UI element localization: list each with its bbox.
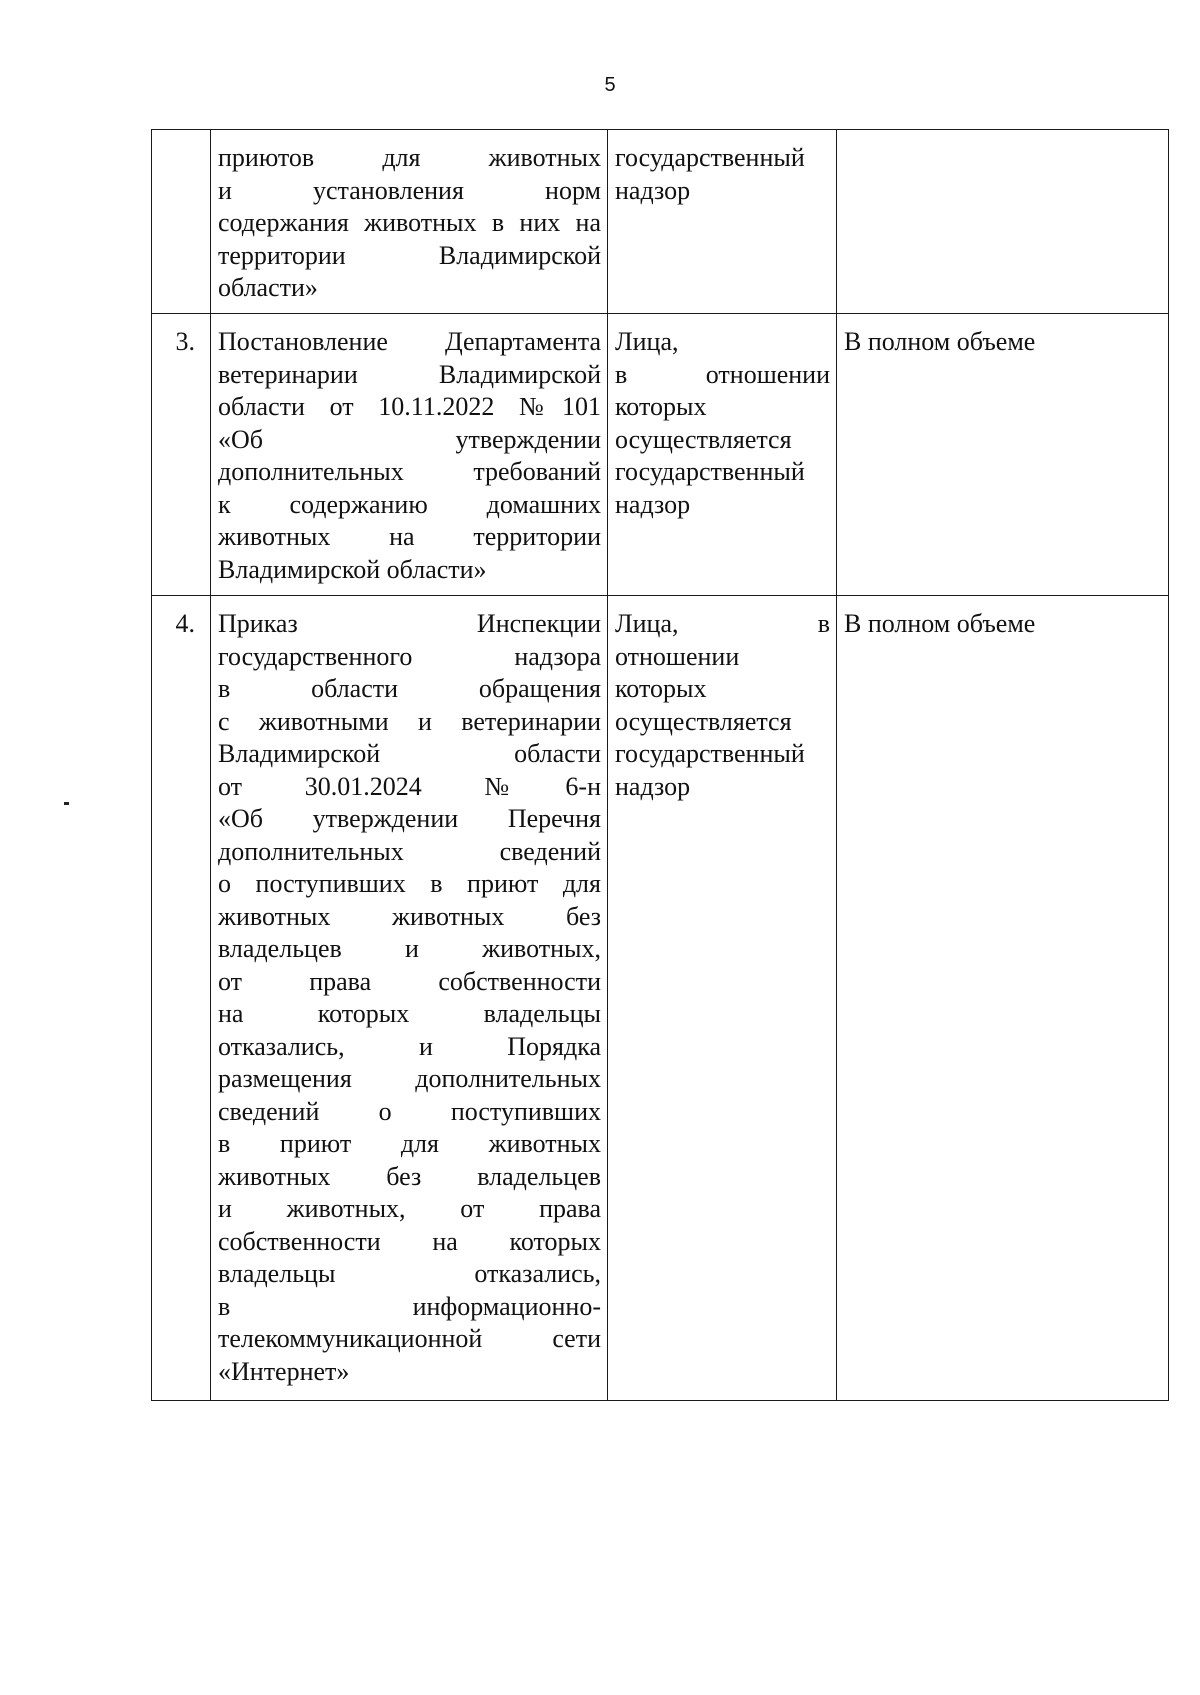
legal-act-line: в приют для животных	[218, 1129, 601, 1158]
subject-cell	[608, 130, 837, 314]
row-number-cell: 4.	[152, 596, 211, 1401]
subject-cell	[608, 596, 837, 1401]
legal-act-line: в информационно-	[218, 1291, 601, 1321]
legal-act-line: животных животных без	[218, 901, 601, 931]
subject-line: надзор	[615, 489, 691, 519]
legal-act-line: и установления норм	[218, 175, 601, 205]
legal-act-line: телекоммуникационной сети	[218, 1324, 601, 1353]
subject-line: надзор	[615, 771, 691, 801]
legal-act-line: размещения дополнительных	[218, 1064, 601, 1093]
subject-line: надзор	[615, 175, 691, 205]
legal-act-line: дополнительных сведений	[218, 836, 601, 866]
legal-act-line: ветеринарии Владимирской	[218, 359, 601, 389]
legal-act-line: области от 10.11.2022 №101	[218, 392, 601, 421]
scope-cell: В полном объеме	[837, 596, 1169, 1401]
legal-act-line: Приказ Инспекции	[218, 609, 601, 638]
legal-act-line: к содержанию домашних	[218, 489, 601, 519]
table-row	[152, 596, 1169, 1401]
scope-cell	[837, 130, 1169, 314]
subject-line: государственный	[615, 457, 805, 486]
legal-act-line: «Об утверждении Перечня	[218, 804, 601, 833]
legal-act-cell	[211, 596, 608, 1401]
legal-act-cell	[211, 314, 608, 596]
subject-line: в отношении	[615, 359, 830, 389]
scan-artifact-mark	[64, 802, 69, 805]
table-row	[152, 314, 1169, 596]
regulations-table	[151, 129, 1169, 1401]
legal-act-line: и животных, от права	[218, 1194, 601, 1223]
subject-line: Лица,	[615, 327, 679, 356]
scope-cell: В полном объеме	[837, 314, 1169, 596]
legal-act-line: «Интернет»	[218, 1356, 350, 1386]
legal-act-line: приютов для животных	[218, 143, 601, 172]
subject-line: государственный	[615, 739, 805, 768]
legal-act-line: государственного надзора	[218, 641, 601, 671]
subject-line: которых	[615, 392, 707, 421]
legal-act-line: собственности на которых	[218, 1226, 601, 1256]
legal-act-line: животных на территории	[218, 522, 601, 551]
legal-act-line: о поступивших в приют для	[218, 869, 601, 898]
legal-act-line: Владимирской области»	[218, 554, 487, 584]
legal-act-line: с животными и ветеринарии	[218, 706, 601, 736]
legal-act-line: на которых владельцы	[218, 999, 601, 1028]
legal-act-line: дополнительных требований	[218, 457, 601, 486]
row-number-cell	[152, 130, 211, 314]
table-row	[152, 130, 1169, 314]
legal-act-line: Постановление Департамента	[218, 327, 601, 356]
legal-act-line: от права собственности	[218, 966, 601, 996]
page-number: 5	[604, 74, 616, 96]
legal-act-line: содержания животных в них на	[218, 208, 601, 237]
legal-act-line: от 30.01.2024 №6-н	[218, 771, 601, 801]
subject-line: которых	[615, 674, 707, 703]
subject-line: Лица, в	[615, 609, 830, 638]
subject-line: отношении	[615, 641, 740, 671]
subject-cell	[608, 314, 837, 596]
subject-line: осуществляется	[615, 424, 792, 454]
subject-line: государственный	[615, 143, 805, 172]
legal-act-line: Владимирской области	[218, 739, 601, 768]
legal-act-line: владельцы отказались,	[218, 1259, 601, 1288]
subject-line: осуществляется	[615, 706, 792, 736]
legal-act-line: «Об утверждении	[218, 424, 601, 454]
legal-act-line: владельцев и животных,	[218, 934, 601, 963]
legal-act-line: животных без владельцев	[218, 1161, 601, 1191]
legal-act-line: территории Владимирской	[218, 240, 601, 270]
row-number-cell: 3.	[152, 314, 211, 596]
legal-act-line: в области обращения	[218, 674, 601, 703]
legal-act-line: области»	[218, 273, 318, 302]
legal-act-line: отказались, и Порядка	[218, 1031, 601, 1061]
legal-act-line: сведений о поступивших	[218, 1096, 601, 1126]
legal-act-cell	[211, 130, 608, 314]
